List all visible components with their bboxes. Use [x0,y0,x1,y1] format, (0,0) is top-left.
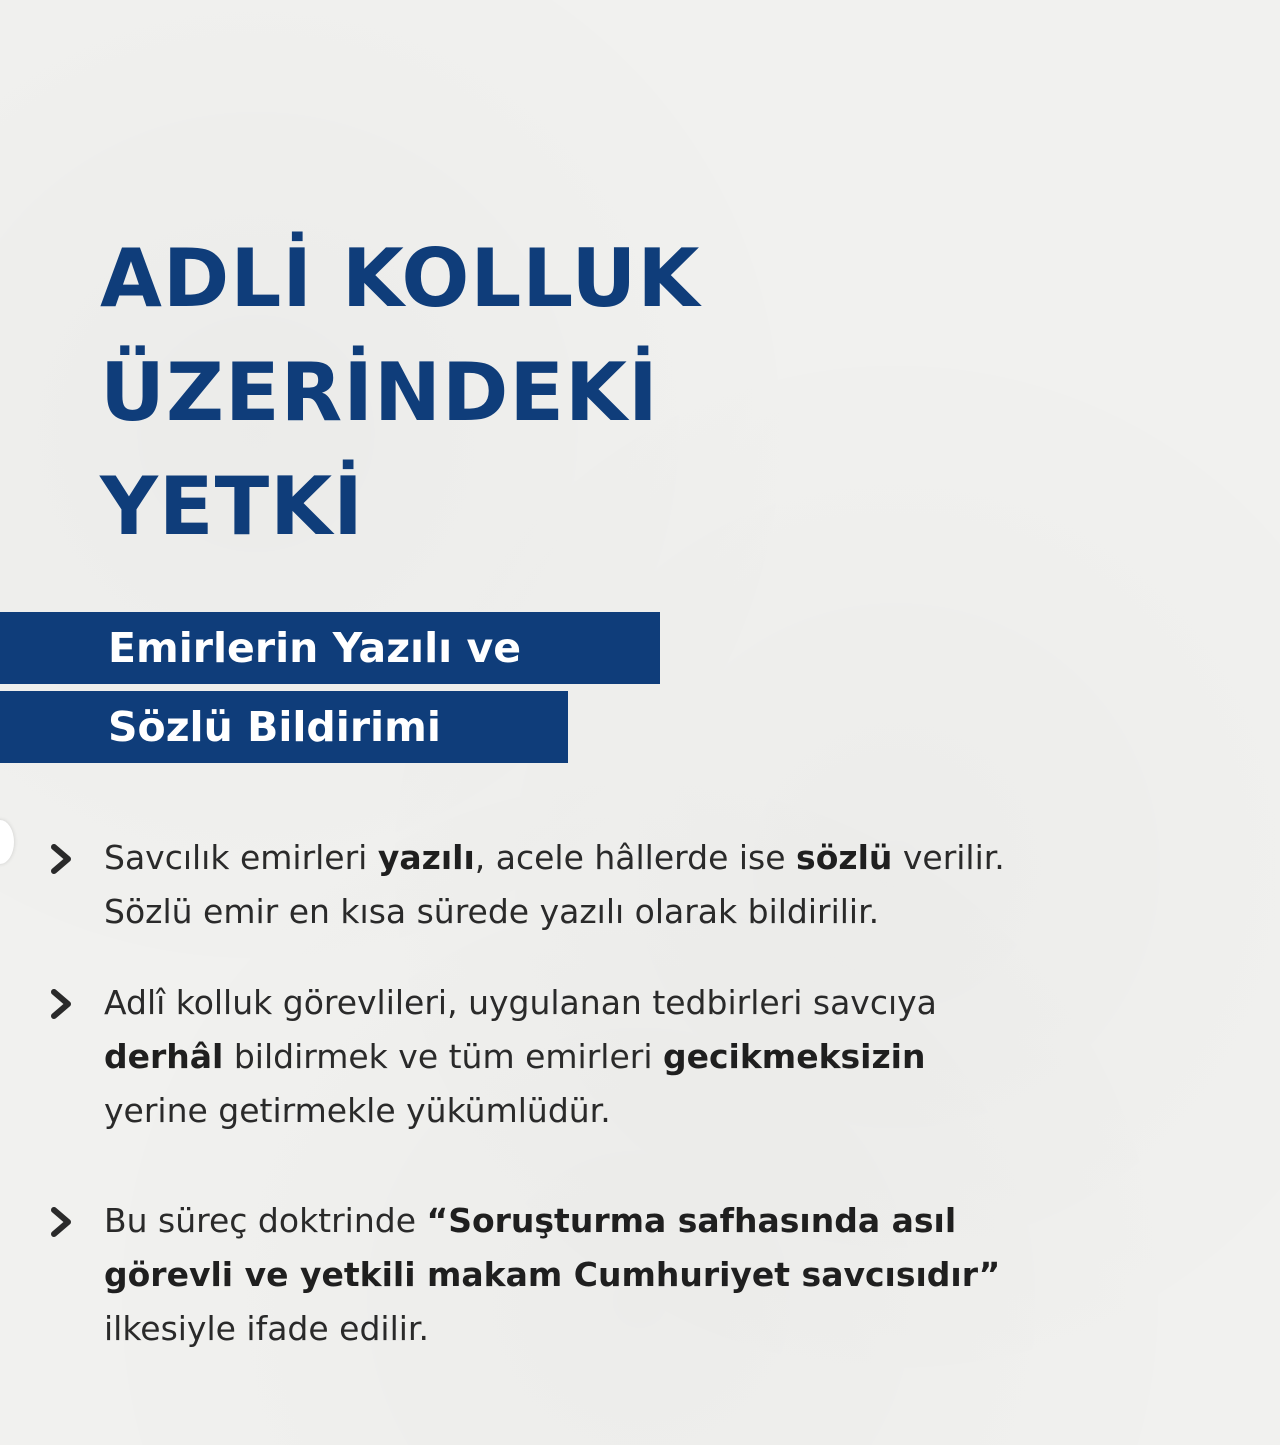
text-segment: Savcılık emirleri [104,838,378,877]
bullet-1-line-1 [104,831,1254,885]
title-line-1: ADLİ KOLLUK [100,232,701,325]
bold-segment: gecikmeksizin [662,1037,926,1076]
bullet-1-line-2: Sözlü emir en kısa sürede yazılı olarak bildirilir. [104,892,880,931]
text-segment: bildirmek ve tüm emirleri [223,1037,663,1076]
chevron-right-icon [42,984,82,1024]
bold-segment: yazılı [377,838,475,877]
bullet-text-2 [104,976,1254,1138]
bullet-2-line-2 [104,1030,1254,1084]
text-segment: Bu süreç doktrinde [104,1201,427,1240]
bullet-text-3 [104,1194,1254,1356]
chevron-right-icon [42,1202,82,1242]
bullet-text-1 [104,831,1254,939]
bullet-3-line-1 [104,1194,1254,1248]
bullet-3-line-3: ilkesiyle ifade edilir. [104,1309,429,1348]
bold-segment: görevli ve yetkili makam Cumhuriyet savcısıdır” [104,1255,1001,1294]
page-title [100,222,1000,564]
chevron-right-icon [42,839,82,879]
bullet-2-line-3: yerine getirmekle yükümlüdür. [104,1091,611,1130]
bold-segment: “Soruşturma safhasında asıl [426,1201,957,1240]
bold-segment: sözlü [796,838,893,877]
subtitle-bar-1: Emirlerin Yazılı ve [0,612,660,684]
text-segment: , acele hâllerde ise [474,838,797,877]
bullet-3-line-2 [104,1248,1254,1302]
title-line-2: ÜZERİNDEKİ [100,346,659,439]
page-edge-dot [0,820,14,864]
title-line-3: YETKİ [100,460,364,553]
bold-segment: derhâl [104,1037,224,1076]
bullet-2-line-1: Adlî kolluk görevlileri, uygulanan tedbirleri savcıya [104,983,937,1022]
text-segment: verilir. [892,838,1005,877]
subtitle-bar-2: Sözlü Bildirimi [0,691,568,763]
